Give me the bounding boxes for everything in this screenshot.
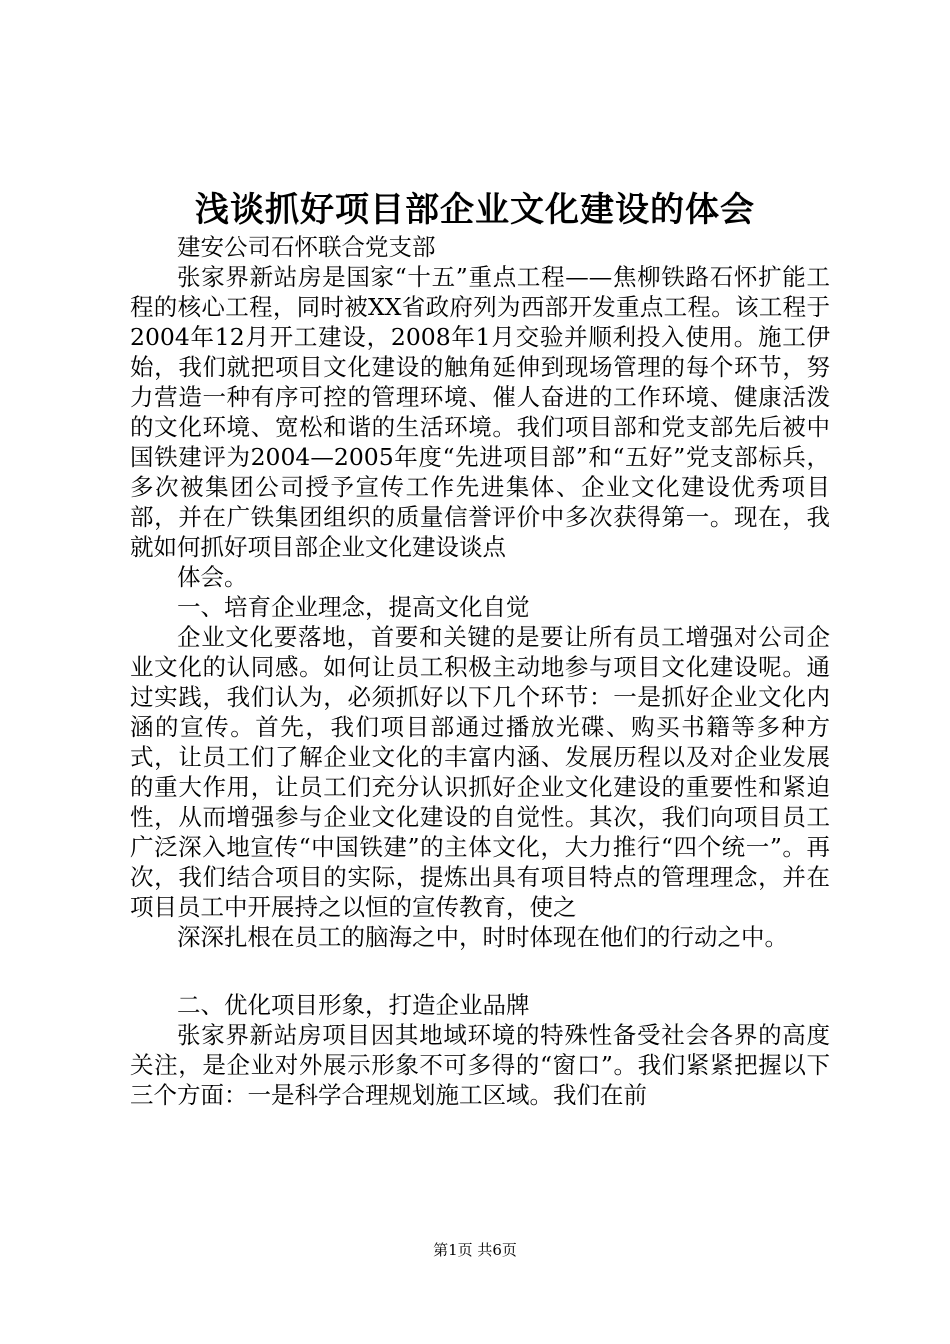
section-heading-2: 二、优化项目形象，打造企业品牌 (177, 991, 530, 1019)
paragraph-section-1: 企业文化要落地，首要和关键的是要让所有员工增强对公司企业文化的认同感。如何让员工积极主动地参与项目文化建设呢。通过实践，我们认为，必须抓好以下几个环节：一是抓好企业文化内涵的宣传。首先，我们项目部通过播放光碟、购买书籍等多种方式，让员工们了解企业文化的丰富内涵、发展历程以及对企业发展的重大作用，让员工们充分认识抓好企业文化建设的重要性和紧迫性，从而增强参与企业文化建设的自觉性。其次，我们向项目员工广泛深入地宣传“中国铁建”的主体文化，大力推行“四个统一”。再次，我们结合项目的实际，提炼出具有项目特点的管理理念，并在项目员工中开展持之以恒的宣传教育，使之 (130, 623, 830, 921)
paragraph-spacer (130, 952, 830, 990)
paragraph-intro-continuation: 体会。 (177, 563, 248, 591)
paragraph-intro: 张家界新站房是国家“十五”重点工程——焦柳铁路石怀扩能工程的核心工程，同时被XX省政府列为西部开发重点工程。该工程于2004年12月开工建设，2008年1月交验并顺利投入使用。施工伊始，我们就把项目文化建设的触角延伸到现场管理的每个环节，努力营造一种有序可控的管理环境、催人奋进的工作环境、健康活泼的文化环境、宽松和谐的生活环境。我们项目部和党支部先后被中国铁建评为2004—2005年度“先进项目部”和“五好”党支部标兵，多次被集团公司授予宣传工作先进集体、企业文化建设优秀项目部，并在广铁集团组织的质量信誉评价中多次获得第一。现在，我就如何抓好项目部企业文化建设谈点 (130, 263, 830, 561)
page-title: 浅谈抓好项目部企业文化建设的体会 (195, 190, 755, 230)
paragraph-section-2: 张家界新站房项目因其地域环境的特殊性备受社会各界的高度关注，是企业对外展示形象不可多得的“窗口”。我们紧紧把握以下三个方面：一是科学合理规划施工区域。我们在前 (130, 1021, 830, 1109)
section-heading-1: 一、培育企业理念，提高文化自觉 (177, 593, 530, 621)
document-body (130, 232, 830, 1110)
page-number-footer: 第1页 共6页 (433, 1241, 517, 1259)
paragraph-section-1-continuation: 深深扎根在员工的脑海之中，时时体现在他们的行动之中。 (177, 923, 788, 951)
author-line: 建安公司石怀联合党支部 (177, 233, 436, 261)
